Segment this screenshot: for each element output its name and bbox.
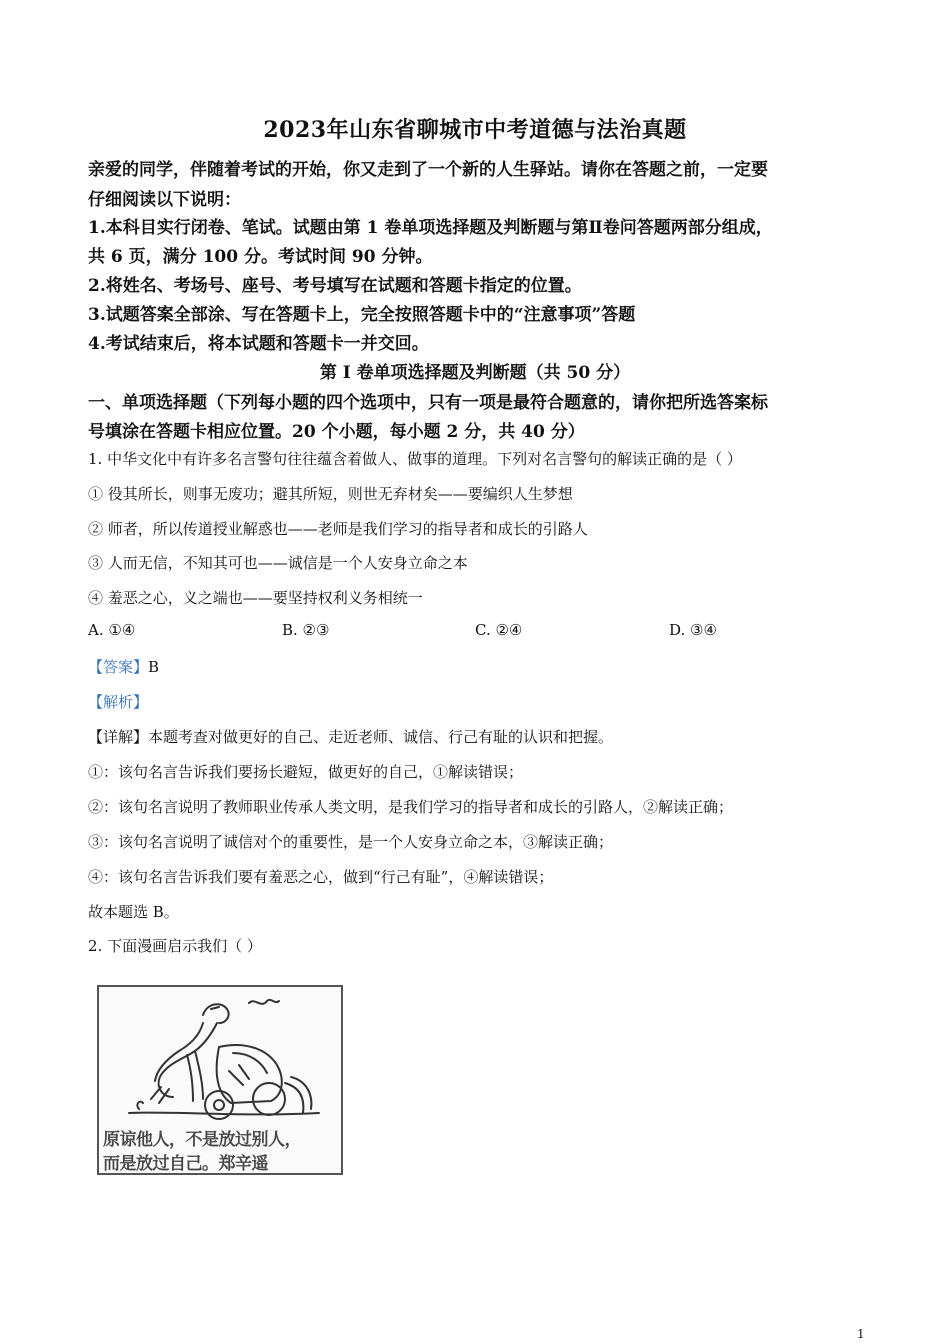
rule-1a: 1.本科目实行闭卷、笔试。试题由第 1 卷单项选择题及判断题与第Ⅱ卷问答题两部分组成，: [88, 218, 773, 238]
cartoon-image: [97, 985, 343, 1175]
q1-statement-1: ① 役其所长，则事无废功；避其所短，则世无弃材矣——要编织人生梦想: [88, 485, 573, 503]
cartoon-caption-2: 而是放过自己。郑辛遥: [103, 1154, 268, 1174]
rule-4: 4.考试结束后，将本试题和答题卡一并交回。: [88, 334, 429, 354]
intro-line-2: 仔细阅读以下说明：: [88, 190, 241, 210]
q1-option-d: D. ③④: [669, 621, 717, 639]
q1-conclusion: 故本题选 B。: [88, 903, 179, 921]
q1-option-c: C. ②④: [475, 621, 523, 639]
q1-explanation-3: ③：该句名言说明了诚信对个的重要性，是一个人安身立命之本，③解读正确；: [88, 833, 614, 851]
section-title: 第 I 卷单项选择题及判断题（共 50 分）: [319, 363, 631, 383]
rule-2: 2.将姓名、考场号、座号、考号填写在试题和答题卡指定的位置。: [88, 276, 582, 296]
page-title: 2023年山东省聊城市中考道德与法治真题: [263, 117, 687, 143]
q1-explanation-2: ②：该句名言说明了教师职业传承人类文明，是我们学习的指导者和成长的引路人，②解读正确；: [88, 798, 734, 816]
q1-option-a: A. ①④: [88, 621, 136, 639]
q1-option-b: B. ②③: [282, 621, 330, 639]
detail-text: 本题考查对做更好的自己、走近老师、诚信、行己有耻的认识和把握。: [148, 728, 614, 746]
rule-1b: 共 6 页，满分 100 分。考试时间 90 分钟。: [88, 247, 433, 267]
part1-instruction-1: 一、单项选择题（下列每小题的四个选项中，只有一项是最符合题意的，请你把所选答案标: [88, 393, 768, 413]
q1-explanation-1: ①：该句名言告诉我们要扬长避短，做更好的自己，①解读错误；: [88, 763, 524, 781]
analysis-label: 【解析】: [88, 693, 149, 711]
q1-statement-3: ③ 人而无信，不知其可也——诚信是一个人安身立命之本: [88, 554, 468, 572]
intro-line-1: 亲爱的同学，伴随着考试的开始，你又走到了一个新的人生驿站。请你在答题之前，一定要: [88, 160, 768, 180]
answer-value: B: [148, 658, 160, 676]
page-number: 1: [857, 1327, 865, 1341]
q1-detail: [88, 726, 613, 747]
answer-label: 【答案】: [88, 658, 149, 676]
q1-answer: [88, 656, 159, 677]
q2-stem: 2. 下面漫画启示我们（ ）: [88, 937, 262, 955]
q1-explanation-4: ④：该句名言告诉我们要有羞恶之心，做到“行己有耻”，④解读错误；: [88, 868, 554, 886]
part1-instruction-2: 号填涂在答题卡相应位置。20 个小题，每小题 2 分，共 40 分）: [88, 422, 585, 442]
rule-3: 3.试题答案全部涂、写在答题卡上，完全按照答题卡中的“注意事项”答题: [88, 305, 636, 325]
q1-stem: 1. 中华文化中有许多名言警句往往蕴含着做人、做事的道理。下列对名言警句的解读正确的是（ ）: [88, 450, 742, 468]
detail-label: 【详解】: [88, 728, 149, 746]
q1-statement-2: ② 师者，所以传道授业解惑也——老师是我们学习的指导者和成长的引路人: [88, 520, 588, 538]
cartoon-caption-1: 原谅他人，不是放过别人，: [103, 1130, 301, 1150]
q1-statement-4: ④ 羞恶之心，义之端也——要坚持权利义务相统一: [88, 589, 423, 607]
